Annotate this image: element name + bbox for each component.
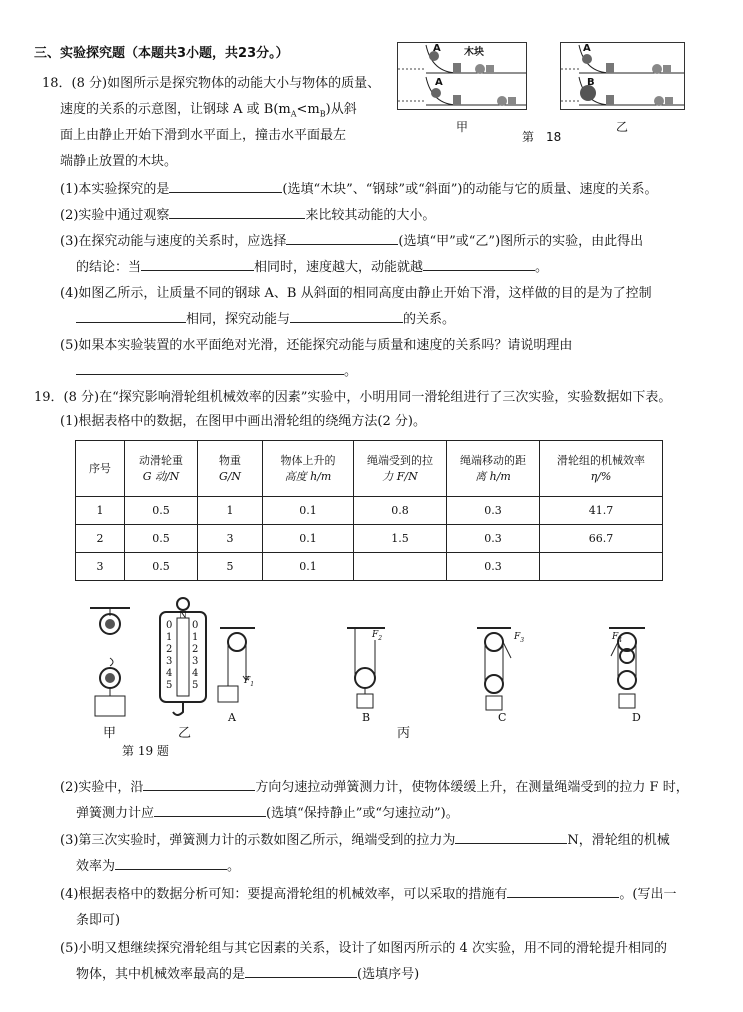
fig18-caption-jia: 甲: [456, 120, 469, 134]
table-cell: 0.5: [125, 525, 198, 553]
q18-part3: (3)在探究动能与速度的关系时，应选择 (选填“甲”或“乙”)图所示的实验，由此得出: [60, 234, 644, 249]
q18-blank5[interactable]: [423, 258, 535, 271]
table-cell: 0.5: [125, 553, 198, 581]
q19-blank2[interactable]: [154, 804, 266, 817]
figure-18-yi-drawing: [561, 43, 684, 109]
table-cell[interactable]: [354, 553, 447, 581]
table-cell: 3: [76, 553, 125, 581]
q18-part3-cont: 的结论：当 相同时，速度越大，动能就越 。: [76, 260, 549, 275]
q18-blank3[interactable]: [286, 232, 398, 245]
fig18-label-a2: A: [435, 77, 443, 88]
q18-part1: (1)本实验探究的是 (选填“木块”、“钢球”或“斜面”)的动能与它的质量、速度的关系。: [60, 182, 658, 197]
figure-18-jia-drawing: [398, 43, 526, 109]
force-label-f2: $F_2$: [372, 630, 383, 642]
fig18-caption-number: 第 18: [522, 130, 562, 144]
q18-blank1[interactable]: [169, 180, 282, 193]
section-title: 三、实验探究题（本题共3小题，共23分。）: [34, 46, 289, 61]
q18-part2: (2)实验中通过观察 来比较其动能的大小。: [60, 208, 436, 223]
q18-blank8[interactable]: [76, 362, 344, 375]
q18-blank7[interactable]: [290, 310, 403, 323]
table-cell: 0.3: [447, 525, 540, 553]
fig19-setup-a: [218, 628, 255, 702]
table-cell: 1: [198, 497, 263, 525]
fig19-label-a: A: [228, 711, 236, 724]
table-cell: 1.5: [354, 525, 447, 553]
table-cell: 0.3: [447, 497, 540, 525]
fig18-label-block: 木块: [464, 47, 484, 58]
fig18-label-a1: A: [433, 43, 441, 54]
table-header: 绳端受到的拉 力 F/N: [354, 441, 447, 497]
q18-part4-cont: 相同，探究动能与 的关系。: [76, 308, 455, 327]
q19-part3-cont: 效率为 。: [76, 859, 241, 874]
q18-line2: 速度的关系的示意图，让钢球 A 或 $B(m_A<m_B)$从斜: [60, 102, 357, 119]
fig19-caption: 第 19 题: [122, 744, 169, 758]
scale-right-ticks: 0 1 2 3 4 5: [192, 620, 199, 691]
fig19-label-c: C: [498, 711, 507, 724]
q19-part1: (1)根据表格中的数据，在图甲中画出滑轮组的绕绳方法(2 分)。: [60, 414, 426, 429]
q18-part5: (5)如果本实验装置的水平面绝对光滑，还能探究动能与质量和速度的关系吗？请说明理由: [60, 338, 573, 353]
table-cell: 0.5: [125, 497, 198, 525]
table-cell: 0.3: [447, 553, 540, 581]
fig19-caption-bing: 丙: [397, 726, 411, 741]
fig19-jia-pulleys: [90, 608, 130, 716]
q19-part3: (3)第三次实验时，弹簧测力计的示数如图乙所示，绳端受到的拉力为 N，滑轮组的机械: [60, 833, 670, 848]
q19-blank4[interactable]: [115, 857, 227, 870]
q18-part4: (4)如图乙所示，让质量不同的钢球 A、B 从斜面的相同高度由静止开始下滑，这样做的目的是为了控制: [60, 286, 652, 301]
table-cell: 0.1: [263, 497, 354, 525]
q19-blank1[interactable]: [143, 778, 255, 791]
table-cell: 3: [198, 525, 263, 553]
q18-blank6[interactable]: [76, 310, 186, 323]
fig18-label-b: B: [587, 77, 595, 88]
table-cell: 0.1: [263, 553, 354, 581]
table-header: 序号: [76, 441, 125, 497]
table-cell: 0.1: [263, 525, 354, 553]
table-header: 动滑轮重 G 动/N: [125, 441, 198, 497]
table-cell[interactable]: [540, 553, 663, 581]
q18-blank2[interactable]: [169, 206, 305, 219]
q19-part4-cont: 条即可): [76, 913, 121, 928]
q18-line3: 面上由静止开始下滑到水平面上，撞击水平面最左: [60, 128, 347, 143]
table-header: 绳端移动的距 离 h/m: [447, 441, 540, 497]
fig19-label-d: D: [632, 711, 641, 724]
force-label-f1: $F_1$: [244, 676, 255, 688]
table-header: 滑轮组的机械效率 η/%: [540, 441, 663, 497]
force-label-f4: $F_4$: [612, 632, 623, 644]
q19-part4: (4)根据表格中的数据分析可知：要提高滑轮组的机械效率，可以采取的措施有 。(写出一: [60, 887, 677, 902]
table-row: [76, 525, 663, 553]
figure-18-jia: [397, 42, 527, 110]
fig19-caption-yi: 乙: [178, 726, 192, 741]
q19-blank3[interactable]: [455, 831, 567, 844]
table-header: 物体上升的 高度 h/m: [263, 441, 354, 497]
fig18-label-a3: A: [583, 43, 591, 54]
q18-line4: 端静止放置的木块。: [60, 154, 178, 169]
q18-part5-cont: 。: [76, 360, 357, 379]
scale-left-ticks: 0 1 2 3 4 5: [166, 620, 173, 691]
force-label-f3: $F_3$: [514, 632, 525, 644]
table-header: 物重 G/N: [198, 441, 263, 497]
table-cell: 2: [76, 525, 125, 553]
q19-line1: 19．(8 分)在“探究影响滑轮组机械效率的因素”实验中，小明用同一滑轮组进行了三次实验，实验数据如下表。: [34, 390, 672, 405]
fig19-setup-c: [477, 628, 511, 710]
table-cell: 66.7: [540, 525, 663, 553]
q19-data-table: [75, 440, 663, 581]
fig19-label-b: B: [362, 711, 371, 724]
table-cell: 1: [76, 497, 125, 525]
q19-blank6[interactable]: [245, 965, 357, 978]
fig19-caption-jia: 甲: [103, 726, 117, 741]
table-row: [76, 553, 663, 581]
table-cell: 41.7: [540, 497, 663, 525]
q18-blank4[interactable]: [141, 258, 254, 271]
table-row: [76, 497, 663, 525]
q19-part2: (2)实验中，沿 方向匀速拉动弹簧测力计，使物体缓缓上升，在测量绳端受到的拉力 F 时，: [60, 780, 689, 795]
table-cell: 5: [198, 553, 263, 581]
fig18-caption-yi: 乙: [616, 120, 629, 134]
q19-part5: (5)小明又想继续探究滑轮组与其它因素的关系，设计了如图丙所示的 4 次实验，用不同的滑轮提升相同的: [60, 941, 667, 956]
q18-line1: 18．(8 分)如图所示是探究物体的动能大小与物体的质量、: [42, 76, 381, 91]
figure-18-yi: [560, 42, 685, 110]
q19-part5-cont: 物体，其中机械效率最高的是 (选填序号): [76, 967, 420, 982]
q19-part2-cont: 弹簧测力计应 (选填“保持静止”或“匀速拉动”)。: [76, 806, 459, 821]
scale-unit: N: [179, 611, 187, 621]
q19-blank5[interactable]: [507, 885, 619, 898]
table-cell: 0.8: [354, 497, 447, 525]
